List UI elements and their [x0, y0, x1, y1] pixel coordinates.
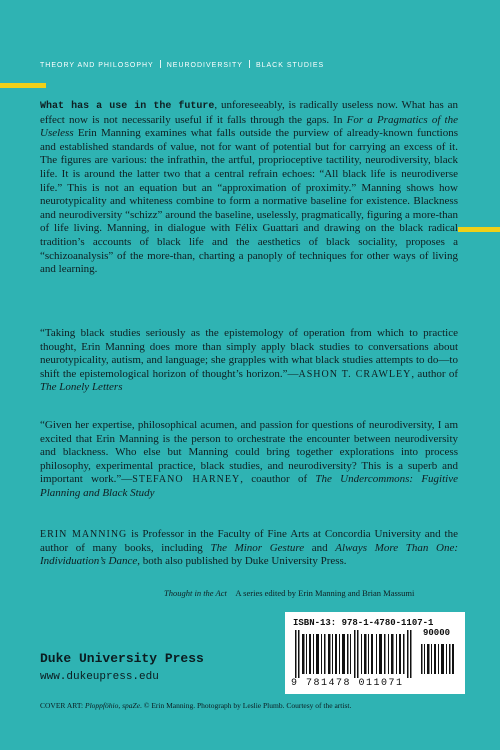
bio-text: , both also published by Duke University Press.	[137, 555, 347, 568]
bio-text: is Professor in the Faculty of Fine Arts at Concordia University and the author of many books, including	[40, 528, 458, 554]
series-line	[164, 588, 414, 598]
blurb-lead: What has a use in the future	[40, 101, 215, 112]
publisher-name: Duke University Press	[40, 651, 204, 666]
bio-book: The Minor Gesture	[210, 541, 305, 554]
isbn-barcode	[285, 612, 465, 694]
divider	[249, 60, 250, 68]
author-name: ERIN MANNING	[40, 529, 128, 540]
subject-categories	[40, 60, 324, 69]
quote-author: STEFANO HARNEY	[132, 474, 241, 486]
blurb-text: Erin Manning examines what falls outside the purview of already-known functions and established standards of value, not for want of potential but for carrying an excess of it. The figures are various: the infrathin, the artful, proprioceptive tactility, neurodiversity, black life. It is around the latter two that a central refrain echoes: “All black life is neurodiverse life.” This is not an equation but an “approximation of proximity.” Manning shows how neurotypicality and whiteness combine to form a normative baseline for existence. Blackness and neurodiversity “schizz” around the baseline, uselessly, pragmatically, figuring a more-than of life living. Manning, in dialogue with Félix Guattari and drawing on the black radical tradition’s accounts of black life and the aesthetics of black sociality, proposes a “schizoanalysis” of the more-than, charting a panoply of techniques for other ways of living and learning.	[40, 127, 458, 276]
quote-author: ASHON T. CRAWLEY	[298, 368, 412, 380]
quote-text: “Taking black studies seriously as the epistemology of operation from which to practice thought, Erin Manning does more than simply apply black studies to conversations about neurotypicality, autism, and language; she grapples with what black studies attempts to do—to shift the epistemological horizon of thought’s horizon.”—	[40, 327, 458, 380]
cover-art-credit-text: . © Erin Manning. Photograph by Leslie Plumb. Courtesy of the artist.	[140, 701, 352, 710]
endorsement-harney	[40, 419, 458, 501]
author-bio	[40, 528, 458, 569]
cover-art-credit	[40, 701, 351, 710]
blurb-text: , unforeseeably, is radically useless now. What has an effect now is not necessarily useful if it falls through the gaps. In	[40, 99, 459, 126]
endorsement-crawley	[40, 327, 458, 395]
subject-neurodiversity: NEURODIVERSITY	[166, 62, 243, 69]
subject-theory: THEORY AND PHILOSOPHY	[40, 62, 154, 69]
quote-text: “Given her expertise, philosophical acumen, and passion for questions of neurodiversity, I am excited that Erin Manning is the person to orchestrate the encounter between neurodiversity and blackness. Who else but Manning could bring together explorations into process philosophy, experimental practice, black studies, and neurodiversity? This is a superb and important work.”—	[40, 419, 458, 486]
book-title: For a Pragmatics of the Useless	[40, 113, 458, 140]
series-editors: A series edited by Erin Manning and Brian Massumi	[235, 588, 415, 598]
publisher-url[interactable]: www.dukeupress.edu	[40, 671, 159, 683]
cover-art-title: Ploppföhio, spaZe	[85, 701, 141, 710]
cover-art-label: COVER ART:	[40, 701, 86, 710]
quote-work: The Undercommons: Fugitive Planning and Black Study	[40, 473, 458, 499]
barcode-icon	[293, 630, 457, 678]
barcode-digits: 9 781478 011071	[291, 678, 404, 689]
bio-book: Always More Than One: Individuation’s Dance	[40, 541, 458, 568]
quote-work: The Lonely Letters	[40, 381, 123, 394]
quote-role: , author of	[411, 367, 459, 380]
divider	[160, 60, 161, 68]
blurb-paragraph	[40, 99, 458, 277]
accent-rule-top	[0, 83, 46, 88]
bio-text: and	[304, 541, 336, 554]
subject-black-studies: BLACK STUDIES	[255, 62, 325, 69]
price-code: 90000	[423, 628, 451, 638]
series-name: Thought in the Act	[164, 588, 227, 598]
accent-rule-right	[458, 227, 500, 232]
quote-role: , coauthor of	[240, 473, 316, 486]
isbn-label: ISBN-13: 978-1-4780-1107-1	[293, 618, 434, 628]
